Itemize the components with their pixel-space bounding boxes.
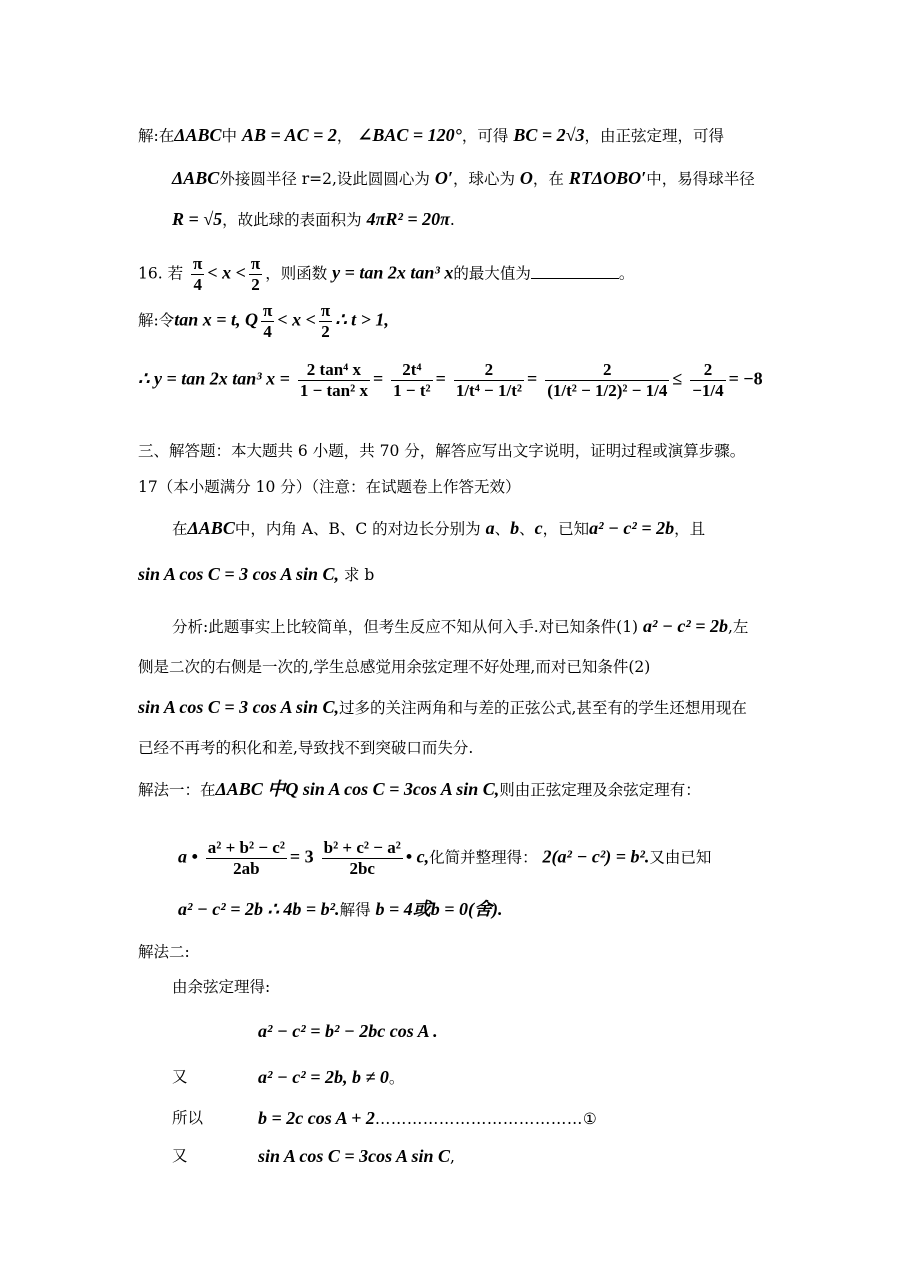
p17-title: 17（本小题满分 10 分）（注意：在试题卷上作答无效） [138, 478, 521, 496]
math: • c, [405, 846, 430, 867]
math: a² − c² = 2b [643, 616, 728, 636]
p16-solution-line1 [138, 301, 389, 342]
leader-dots: …………………………………① [374, 1110, 598, 1128]
text: ， [336, 127, 353, 145]
p17-method2-suoyi: 所以 [172, 1109, 204, 1127]
math: < x < [207, 262, 246, 283]
math: b = 4或b = 0(舍). [375, 899, 503, 919]
p17-method2-you2: 又 [172, 1147, 188, 1165]
text: 分析:此题事实上比较简单，但考生反应不知从何入手.对已知条件(1) [172, 618, 639, 636]
numerator: 2 [545, 360, 669, 381]
text: 则由正弦定理及余弦定理有： [499, 781, 701, 799]
math: O [519, 168, 533, 188]
fraction [191, 254, 204, 295]
math: b = 2c cos A + 2 [258, 1108, 375, 1128]
fraction [261, 301, 274, 342]
denominator: 1 − tan² x [299, 381, 368, 400]
math: a [485, 518, 495, 538]
denominator: 2ab [233, 859, 260, 878]
text: 在 [172, 520, 188, 538]
denominator: 4 [263, 322, 272, 341]
math: = 3 [289, 846, 314, 867]
text: 中 [221, 127, 238, 145]
math: ∴ t > 1, [335, 309, 389, 330]
section-heading: 三、解答题：本大题共 6 小题，共 70 分，解答应写出文字说明，证明过程或演算步骤。 [138, 442, 746, 460]
math: < x < [277, 309, 316, 330]
p17-method2-line1: 由余弦定理得: [172, 978, 271, 996]
text: 解:令 [138, 311, 175, 330]
p17-analysis-line3 [138, 696, 747, 719]
p17-method2-title: 解法二: [138, 943, 190, 961]
denominator: 4 [193, 275, 202, 294]
p15-line1 [138, 124, 724, 147]
text: ，故此球的表面积为 [222, 211, 362, 229]
math: = −8 [728, 368, 763, 389]
text: 外接圆半径 r=2,设此圆圆心为 [219, 170, 430, 188]
numerator: 2t⁴ [391, 360, 432, 381]
fraction [206, 838, 287, 879]
numerator: b² + c² − a² [323, 838, 401, 857]
p16-question [138, 254, 634, 295]
math: sin A cos C = 3 cos A sin C, [138, 564, 339, 584]
math: O′ [434, 168, 453, 188]
p17-method1-line2 [178, 838, 711, 879]
text: ，由正弦定理，可得 [584, 127, 725, 145]
math: ΔABC [187, 518, 235, 538]
text: , [449, 1148, 455, 1166]
math: b [510, 518, 520, 538]
math: ∠BAC = 120° [357, 125, 462, 145]
math: R = √5 [172, 209, 223, 229]
numerator: π [250, 254, 261, 273]
math: y = tan 2x tan³ x [332, 262, 454, 283]
denominator: 2bc [349, 859, 375, 878]
text: 化简并整理得： [429, 848, 538, 867]
fraction [249, 254, 262, 295]
fraction [319, 301, 332, 342]
text: 中，内角 A、B、C 的对边长分别为 [234, 520, 481, 538]
text: 过多的关注两角和与差的正弦公式,甚至有的学生还想用现在 [338, 699, 747, 717]
math: AB = AC = 2 [242, 125, 337, 145]
denominator: 2 [251, 275, 260, 294]
p17-analysis-line2: 侧是二次的右侧是一次的,学生总感觉用余弦定理不好处理,而对已知条件(2) [138, 658, 651, 676]
math: ΔABC [172, 168, 220, 188]
math: sin A cos C = 3cos A sin C [258, 1146, 450, 1166]
math: a² − c² = 2b ∴ 4b = b². [178, 899, 340, 919]
fraction [298, 360, 370, 401]
math: RTΔOBO′ [568, 168, 647, 188]
fraction [545, 360, 669, 401]
p17-method1-line1 [138, 778, 701, 801]
numerator: 2 tan⁴ x [298, 360, 370, 381]
question-number: 16. [138, 264, 163, 283]
math: tan x = t, Q [174, 309, 259, 330]
text: 的最大值为 [453, 264, 531, 283]
text: . [449, 211, 455, 229]
p17-question-line1 [172, 517, 705, 540]
math: 4πR² = 20π [366, 209, 450, 229]
p15-line2 [172, 167, 755, 190]
text: 若 [167, 264, 184, 283]
text: ,左 [728, 618, 749, 636]
text: 解得 [339, 901, 371, 919]
text: ，且 [674, 520, 706, 538]
numerator: a² + b² − c² [207, 838, 285, 857]
math: a² − c² = 2b [589, 518, 675, 538]
math: c [534, 518, 543, 538]
text: ，已知 [542, 520, 590, 538]
text: 、 [519, 520, 535, 538]
p17-method2-eq2 [258, 1066, 404, 1089]
text: 解法一：在 [138, 781, 216, 799]
math: 2(a² − c²) = b². [542, 846, 650, 867]
denominator: −1/4 [692, 381, 724, 400]
fraction [690, 360, 725, 401]
fraction [454, 360, 524, 401]
math: ΔABC [174, 125, 222, 145]
denominator: 1/t⁴ − 1/t² [455, 381, 522, 400]
numerator: π [193, 254, 203, 273]
numerator: π [320, 301, 331, 320]
text: 解:在 [138, 127, 175, 145]
text: 。 [618, 264, 635, 283]
text: 中，易得球半径 [646, 170, 755, 188]
p17-method2-you: 又 [172, 1068, 188, 1086]
p17-method2-eq3 [258, 1107, 597, 1130]
math: a • [178, 846, 198, 867]
p16-solution-chain: ∴ y = tan 2x tan³ x = $\frac{\text{2 tan⁴ x}}{\text{1 − tan² x}}$ = $\frac{\text{2t⁴}}{\text{1 − t²}}$ = $\frac{2}{\text{1/t⁴ − 1/t²}}$ = $\frac{2}{\text{(1/t² − 1/2)² − 1/4}}$ ≤ $\frac{2}{-1/4}$ = −8 [138, 360, 763, 400]
math: ΔABC 中Q sin A cos C = 3cos A sin C, [215, 779, 500, 799]
p17-method2-eq4 [258, 1145, 455, 1168]
denominator: 2 [321, 322, 330, 341]
p17-method1-line3 [178, 898, 503, 921]
p17-analysis-line1 [172, 615, 748, 638]
text: ，则函数 [265, 264, 328, 283]
text: 。 [388, 1069, 405, 1087]
math: sin A cos C = 3 cos A sin C, [138, 697, 339, 717]
numerator: π [263, 301, 273, 320]
text: ，球心为 [452, 170, 515, 188]
p15-line3 [172, 208, 455, 231]
text: 、 [494, 520, 511, 538]
p17-question-line2 [138, 563, 374, 586]
math: a² − c² = 2b, b ≠ 0 [258, 1067, 389, 1087]
p17-analysis-line4: 已经不再考的积化和差,导致找不到突破口而失分. [138, 739, 474, 757]
answer-blank [531, 262, 619, 279]
fraction [391, 360, 432, 401]
p17-method2-eq1 [258, 1020, 438, 1043]
numerator: 2 [690, 360, 725, 381]
math: ∴ y = tan 2x tan³ x = [138, 368, 290, 389]
math: a² − c² = b² − 2bc cos A . [258, 1021, 438, 1041]
text: 又由已知 [649, 848, 712, 867]
numerator: 2 [454, 360, 524, 381]
text: ，可得 [461, 127, 509, 145]
denominator: 1 − t² [393, 381, 431, 400]
fraction [322, 838, 403, 879]
text: 求 b [343, 566, 375, 584]
denominator: (1/t² − 1/2)² − 1/4 [547, 381, 668, 400]
text: ，在 [532, 170, 564, 188]
math: BC = 2√3 [513, 125, 585, 145]
